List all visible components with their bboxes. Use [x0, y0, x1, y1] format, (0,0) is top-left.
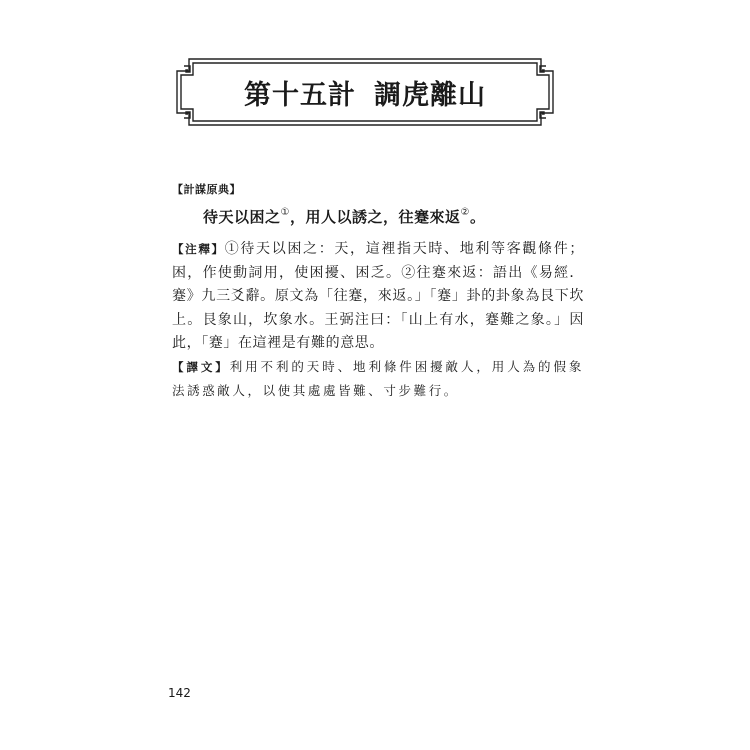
chapter-title — [175, 57, 555, 127]
quote-part-2: ，用人以誘之，往蹇來返 — [289, 208, 461, 226]
section-heading: 【計謀原典】 — [172, 183, 241, 196]
stratagem-quote — [203, 206, 485, 227]
translation-text: 利用不利的天時、地利條件困擾敵人，用人為的假象法誘惑敵人，以使其處處皆難、寸步難行。 — [172, 359, 584, 398]
page-number: 142 — [168, 686, 191, 700]
chapter-name: 調虎離山 — [374, 79, 486, 111]
translation-label: 【譯文】 — [172, 360, 230, 374]
chapter-number: 第十五計 — [244, 79, 356, 111]
annotation-text: ①待天以困之：天，這裡指天時、地利等客觀條件；困，作使動詞用，使困擾、困乏。②往蹇來返：語出《易經．蹇》九三爻辭。原文為「往蹇，來返。」「蹇」卦的卦象為艮下坎上。艮象山，坎象水。王弼注曰：「山上有水，蹇難之象。」因此，「蹇」在這裡是有難的意思。 — [172, 241, 584, 351]
translation-paragraph — [172, 355, 584, 403]
annotation-paragraph — [172, 238, 584, 356]
quote-part-1: 待天以困之 — [203, 208, 281, 226]
annotation-label: 【注釋】 — [172, 242, 225, 256]
footnote-marker-2: ② — [460, 207, 470, 218]
chapter-title-frame — [175, 57, 555, 127]
footnote-marker-1: ① — [280, 207, 290, 218]
quote-end: 。 — [469, 208, 486, 226]
